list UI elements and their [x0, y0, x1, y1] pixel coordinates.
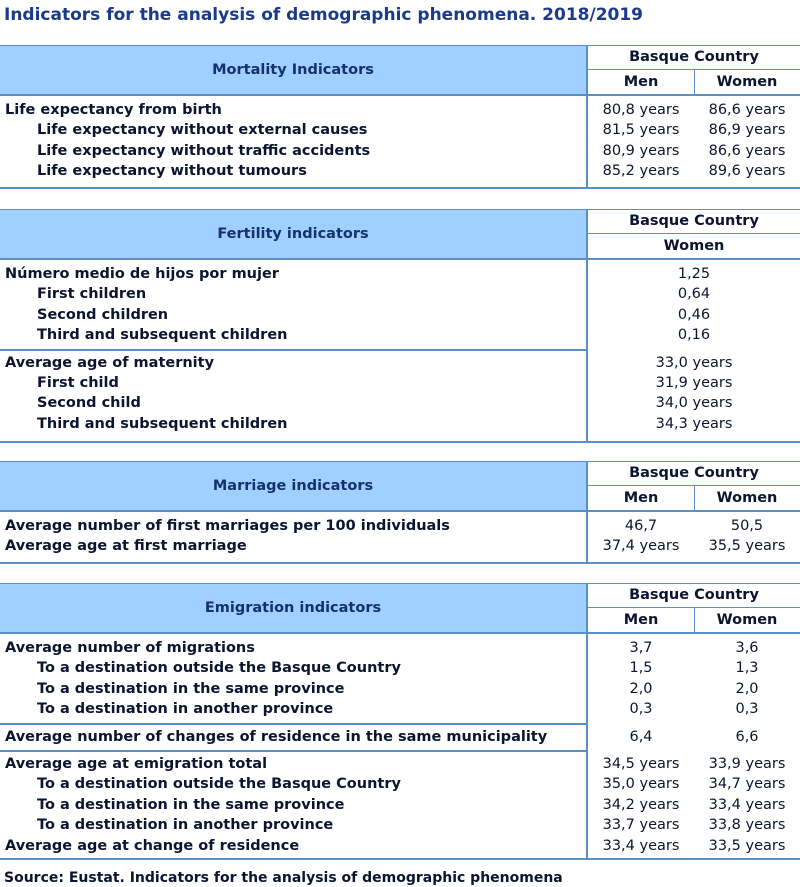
row-value: 1,25 [677, 266, 711, 282]
table-row [0, 373, 800, 393]
row-value-women: 6,6 [735, 728, 759, 745]
emigration-body [0, 634, 800, 860]
row-value-men: 33,4 years [602, 837, 680, 854]
row-value-men: 80,8 years [602, 102, 680, 118]
table-row [0, 536, 800, 556]
marriage-header [0, 461, 800, 512]
column-header-women: Women [716, 612, 778, 628]
fertility-header [0, 209, 800, 260]
table-row [0, 658, 800, 678]
table-row [0, 699, 800, 719]
row-label: First child [37, 374, 119, 391]
table-row [0, 264, 800, 284]
table-row [0, 414, 800, 434]
table-row [0, 727, 800, 747]
region-header: Basque Country [588, 584, 800, 608]
mortality-table [0, 45, 800, 189]
row-value: 0,16 [677, 327, 711, 344]
mortality-section-label: Mortality Indicators [212, 62, 374, 78]
region-header: Basque Country [588, 462, 800, 486]
row-value-men: 35,0 years [602, 776, 680, 793]
row-value: 31,9 years [655, 374, 733, 391]
row-value-men: 80,9 years [602, 142, 680, 159]
fertility-body [0, 260, 800, 443]
row-label: Second children [37, 306, 169, 323]
row-label: Third and subsequent children [37, 415, 288, 432]
row-label: Average number of migrations [5, 640, 255, 656]
region-header: Basque Country [588, 46, 800, 70]
group-separator [0, 346, 800, 353]
emigration-section-label: Emigration indicators [204, 600, 382, 616]
row-label: Second child [37, 395, 141, 412]
row-value-men: 3,7 [629, 640, 653, 656]
page-title: Indicators for the analysis of demographic phenomena. 2018/2019 [4, 5, 644, 25]
row-label: Life expectancy without traffic accidents [37, 142, 371, 159]
row-value: 0,46 [677, 306, 711, 323]
row-value-women: 89,6 years [708, 163, 786, 180]
row-value-women: 2,0 [735, 680, 759, 697]
mortality-header [0, 45, 800, 96]
row-value-men: 85,2 years [602, 163, 680, 180]
table-row [0, 305, 800, 325]
row-value-women: 1,3 [735, 660, 759, 677]
table-row [0, 141, 800, 161]
marriage-table [0, 461, 800, 564]
table-row [0, 325, 800, 345]
table-row [0, 353, 800, 373]
row-label: To a destination in another province [37, 817, 334, 834]
fertility-table [0, 209, 800, 443]
column-header-women: Women [716, 74, 778, 90]
row-label: Average number of changes of residence in the same municipality [5, 728, 548, 745]
row-value-women: 33,9 years [708, 755, 786, 772]
row-label: Average age at first marriage [5, 538, 247, 555]
column-header-women: Women [663, 238, 725, 254]
row-label: Life expectancy without tumours [37, 163, 307, 180]
row-value-men: 33,7 years [602, 817, 680, 834]
row-label: Average age at emigration total [5, 755, 268, 772]
row-value-women: 33,5 years [708, 837, 786, 854]
row-value-women: 0,3 [735, 701, 759, 718]
row-label: Average number of first marriages per 100 individuals [5, 518, 450, 534]
row-label: Life expectancy without external causes [37, 122, 368, 139]
row-label: To a destination in the same province [37, 680, 345, 697]
group-separator [0, 747, 800, 754]
row-label: To a destination outside the Basque Country [37, 660, 401, 677]
row-value-women: 34,7 years [708, 776, 786, 793]
emigration-table [0, 583, 800, 860]
row-label: Número medio de hijos por mujer [5, 266, 279, 282]
row-value-women: 50,5 [730, 518, 764, 534]
row-value: 34,0 years [655, 395, 733, 412]
column-headers [588, 608, 800, 632]
table-row [0, 638, 800, 658]
row-value-men: 37,4 years [602, 538, 680, 555]
table-row [0, 284, 800, 304]
row-label: Third and subsequent children [37, 327, 288, 344]
row-value-women: 86,9 years [708, 122, 786, 139]
column-headers [588, 70, 800, 94]
table-row [0, 795, 800, 815]
table-row [0, 516, 800, 536]
row-label: Life expectancy from birth [5, 102, 222, 118]
group-separator [0, 720, 800, 727]
column-headers [588, 234, 800, 258]
fertility-section-label: Fertility indicators [217, 226, 369, 242]
row-value: 34,3 years [655, 415, 733, 432]
column-header-women: Women [716, 490, 778, 506]
row-label: To a destination in another province [37, 701, 334, 718]
row-label: First children [37, 286, 147, 303]
row-value-women: 33,4 years [708, 796, 786, 813]
row-value-women: 35,5 years [708, 538, 786, 555]
column-header-men: Men [623, 74, 659, 90]
table-row [0, 120, 800, 140]
source-note: Source: Eustat. Indicators for the analysis of demographic phenomena [4, 870, 563, 886]
row-label: Average age of maternity [5, 354, 215, 371]
row-label: To a destination outside the Basque Country [37, 776, 401, 793]
row-value: 0,64 [677, 286, 711, 303]
region-header: Basque Country [588, 210, 800, 234]
table-row [0, 815, 800, 835]
row-label: Average age at change of residence [5, 837, 300, 854]
marriage-body [0, 512, 800, 564]
row-value-men: 81,5 years [602, 122, 680, 139]
table-row [0, 774, 800, 794]
row-value-women: 86,6 years [708, 142, 786, 159]
emigration-header [0, 583, 800, 634]
row-value-women: 33,8 years [708, 817, 786, 834]
row-value-men: 34,2 years [602, 796, 680, 813]
row-value: 33,0 years [655, 354, 733, 371]
row-value-men: 0,3 [629, 701, 653, 718]
row-value-women: 86,6 years [708, 102, 786, 118]
marriage-section-label: Marriage indicators [212, 478, 374, 494]
row-value-men: 2,0 [629, 680, 653, 697]
table-row [0, 161, 800, 181]
column-headers [588, 486, 800, 510]
table-row [0, 393, 800, 413]
column-header-men: Men [623, 612, 659, 628]
row-value-men: 34,5 years [602, 755, 680, 772]
row-value-men: 46,7 [624, 518, 658, 534]
row-value-men: 1,5 [629, 660, 653, 677]
table-row [0, 100, 800, 120]
table-row [0, 836, 800, 856]
table-row [0, 679, 800, 699]
mortality-body [0, 96, 800, 189]
table-row [0, 754, 800, 774]
row-value-men: 6,4 [629, 728, 653, 745]
row-label: To a destination in the same province [37, 796, 345, 813]
column-header-men: Men [623, 490, 659, 506]
row-value-women: 3,6 [735, 640, 759, 656]
